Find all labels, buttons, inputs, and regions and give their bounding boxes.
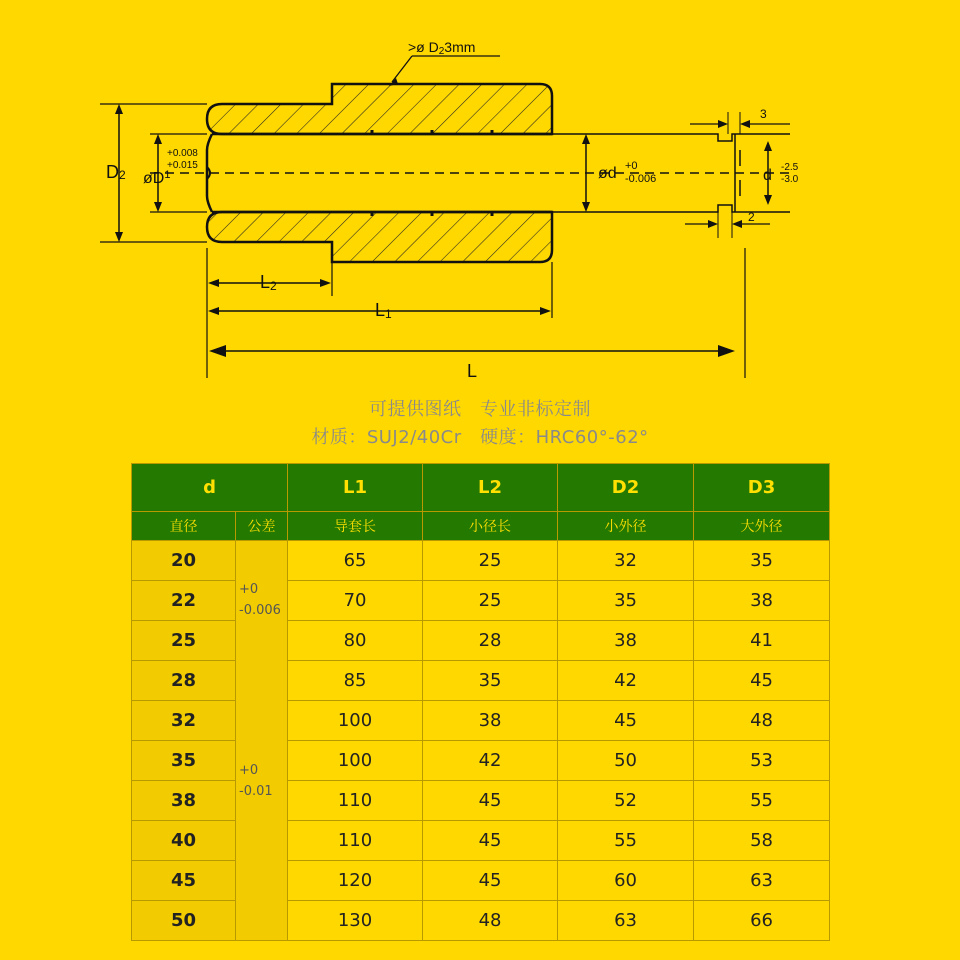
- cell-tolerance: [236, 541, 288, 941]
- d2-spec-leader: [392, 56, 412, 82]
- cell-l1: 110: [288, 821, 423, 861]
- cell-d2: 32: [558, 541, 694, 581]
- dim-2-label: 2: [748, 210, 755, 224]
- bushing-upper-section: [207, 84, 552, 134]
- tolerance-lower: -0.01: [239, 784, 273, 799]
- bushing-lower-section: [207, 212, 552, 262]
- subheader-small-outer-dia: 小外径: [558, 512, 694, 541]
- subheader-diameter: 直径: [132, 512, 236, 541]
- header-d2: D2: [558, 464, 694, 512]
- l1-label: L1: [375, 300, 392, 321]
- d-label: d: [763, 167, 772, 184]
- cell-d3: 55: [694, 781, 830, 821]
- cell-d: 25: [132, 621, 236, 661]
- cell-l1: 70: [288, 581, 423, 621]
- header-d: d: [132, 464, 288, 512]
- subheader-tolerance: 公差: [236, 512, 288, 541]
- cell-d2: 35: [558, 581, 694, 621]
- cell-d: 45: [132, 861, 236, 901]
- cell-d3: 41: [694, 621, 830, 661]
- cell-l2: 25: [423, 581, 558, 621]
- d-tol-lower: -3.0: [781, 174, 799, 185]
- cell-d3: 66: [694, 901, 830, 941]
- phid-label: ød: [598, 165, 617, 182]
- tolerance-upper: +0: [239, 763, 259, 778]
- cell-l1: 80: [288, 621, 423, 661]
- header-l1: L1: [288, 464, 423, 512]
- cell-d3: 38: [694, 581, 830, 621]
- cell-l2: 38: [423, 701, 558, 741]
- caption-material-hardness: 材质：SUJ2/40Cr 硬度：HRC60°-62°: [311, 427, 649, 448]
- d1-tol-upper: +0.008: [167, 148, 198, 159]
- cell-d3: 35: [694, 541, 830, 581]
- cell-d2: 45: [558, 701, 694, 741]
- cell-d2: 52: [558, 781, 694, 821]
- dim-3-label: 3: [760, 107, 767, 121]
- table-row: [132, 541, 830, 581]
- phid-tol-lower: -0.006: [625, 173, 657, 185]
- phid-tol-upper: +0: [625, 160, 638, 172]
- cell-l2: 42: [423, 741, 558, 781]
- cell-d: 28: [132, 661, 236, 701]
- table-subheader-row: [132, 512, 830, 541]
- cell-d3: 58: [694, 821, 830, 861]
- d2-spec-label: >ø D23mm: [408, 39, 476, 57]
- l-label: L: [467, 361, 478, 381]
- subheader-large-outer-dia: 大外径: [694, 512, 830, 541]
- cell-l1: 85: [288, 661, 423, 701]
- cell-l1: 120: [288, 861, 423, 901]
- cell-d2: 42: [558, 661, 694, 701]
- cell-l2: 45: [423, 781, 558, 821]
- cell-l2: 48: [423, 901, 558, 941]
- cell-d: 32: [132, 701, 236, 741]
- cell-l1: 100: [288, 701, 423, 741]
- d1-tol-lower: +0.015: [167, 160, 198, 171]
- cell-d2: 60: [558, 861, 694, 901]
- cell-d: 35: [132, 741, 236, 781]
- cell-d: 40: [132, 821, 236, 861]
- tolerance-lower: -0.006: [239, 603, 281, 618]
- d2-label: D2: [106, 162, 126, 182]
- cell-d3: 48: [694, 701, 830, 741]
- cell-l1: 110: [288, 781, 423, 821]
- cell-l1: 130: [288, 901, 423, 941]
- cell-d: 22: [132, 581, 236, 621]
- cell-l2: 45: [423, 861, 558, 901]
- subheader-small-dia-length: 小径长: [423, 512, 558, 541]
- cell-l2: 28: [423, 621, 558, 661]
- cell-l1: 65: [288, 541, 423, 581]
- cell-l2: 45: [423, 821, 558, 861]
- guide-bushing-technical-drawing: [0, 0, 960, 390]
- cell-d: 20: [132, 541, 236, 581]
- header-l2: L2: [423, 464, 558, 512]
- tolerance-upper: +0: [239, 582, 259, 597]
- l2-label: L2: [260, 272, 277, 293]
- cell-d2: 55: [558, 821, 694, 861]
- cell-d: 50: [132, 901, 236, 941]
- table-header-row: [132, 464, 830, 512]
- cell-d3: 53: [694, 741, 830, 781]
- cell-d2: 50: [558, 741, 694, 781]
- d1-label: $øD^1$: [143, 169, 171, 187]
- header-d3: D3: [694, 464, 830, 512]
- caption-custom-drawing: 可提供图纸 专业非标定制: [369, 399, 591, 420]
- cell-l2: 35: [423, 661, 558, 701]
- cell-d3: 45: [694, 661, 830, 701]
- cell-d: 38: [132, 781, 236, 821]
- d-tol-upper: -2.5: [781, 162, 799, 173]
- subheader-bushing-length: 导套长: [288, 512, 423, 541]
- cell-d2: 63: [558, 901, 694, 941]
- spec-table: [131, 463, 830, 941]
- cell-l1: 100: [288, 741, 423, 781]
- cell-l2: 25: [423, 541, 558, 581]
- cell-d2: 38: [558, 621, 694, 661]
- cell-d3: 63: [694, 861, 830, 901]
